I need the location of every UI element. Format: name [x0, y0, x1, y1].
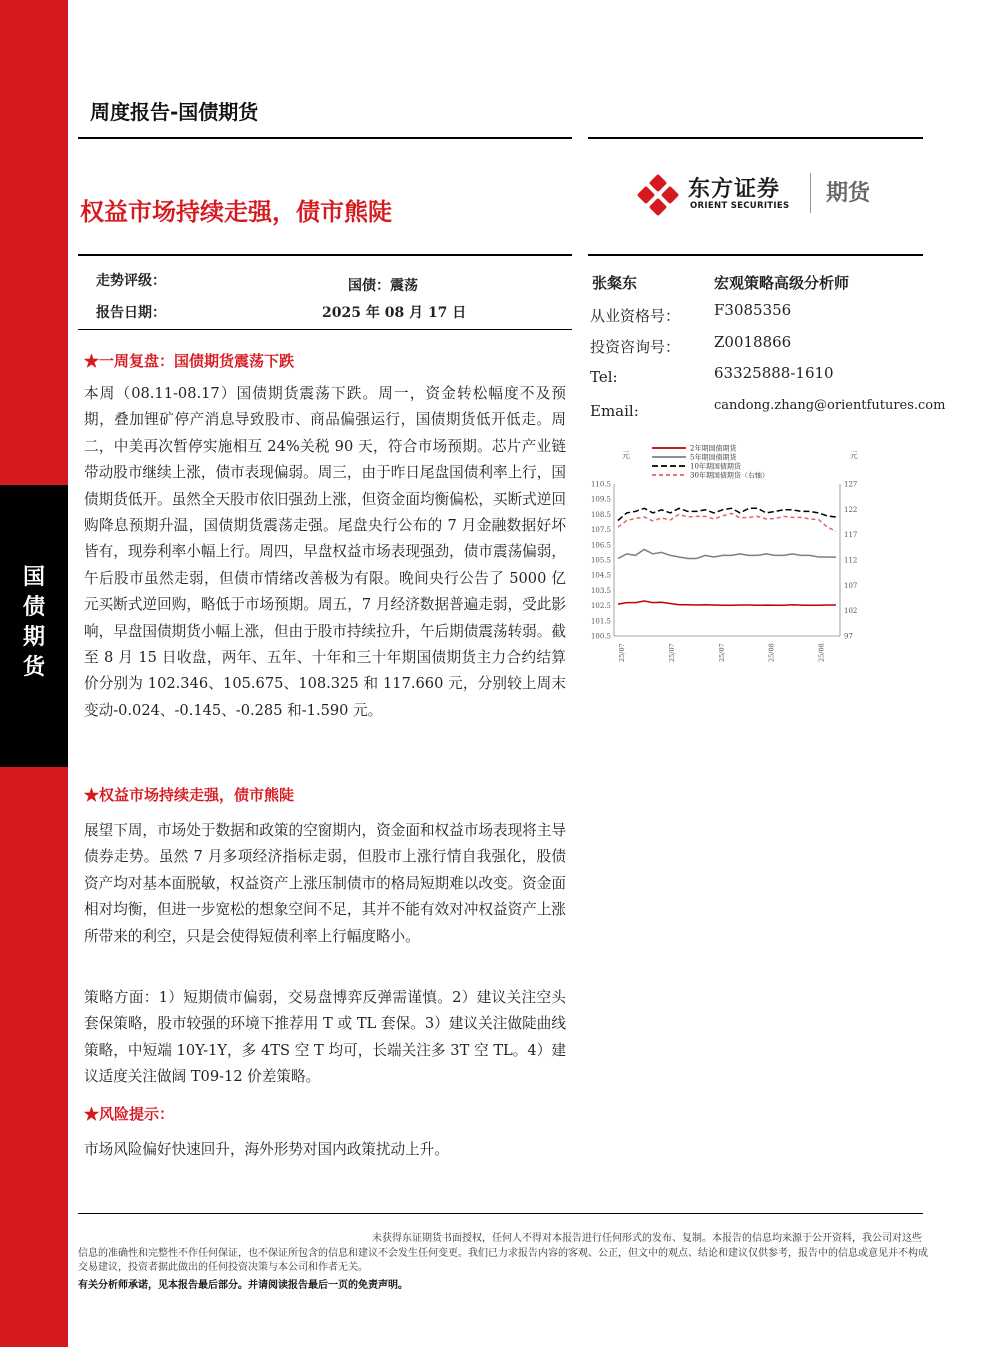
date-value: 2025 年 08 月 17 日: [322, 305, 467, 321]
legend-label: 10年期国债期货: [690, 462, 741, 471]
series-line: [618, 549, 836, 558]
left-tick-label: 100.5: [590, 632, 611, 641]
legend-label: 30年期国债期货（右轴）: [690, 471, 769, 480]
disclaimer-bold-note: 有关分析师承诺，见本报告最后部分。并请阅读报告最后一页的免责声明。: [78, 1280, 408, 1291]
strategy-paragraph: 策略方面：1）短期债市偏弱，交易盘博弈反弹需谨慎。2）建议关注空头套保策略，股市较强的环境下推荐用 T 或 TL 套保。3）建议关注做陡曲线策略，中短端 10Y-1Y，多 4TS 空 T 均可，长端关注多 3T 空 TL。4）建议适度关注做阔 T09-12 价差策略。: [84, 989, 566, 1086]
meta-rule-right: [588, 254, 923, 256]
x-tick-label: 25/07: [618, 643, 626, 662]
left-tick-label: 110.5: [590, 480, 611, 489]
author-title: 宏观策略高级分析师: [714, 274, 850, 292]
left-tick-label: 105.5: [590, 556, 611, 565]
right-tick-label: 127: [844, 480, 858, 489]
email-address[interactable]: candong.zhang@orientfutures.com: [714, 398, 946, 413]
series-line: [618, 513, 836, 531]
disclaimer-rule: [78, 1213, 923, 1214]
side-tab-text: [0, 563, 68, 683]
left-tick-label: 107.5: [590, 526, 611, 535]
outlook-paragraph: 展望下周，市场处于数据和政策的空窗期内，资金面和权益市场表现将主导债券走势。虽然 7 月多项经济指标走弱，但股市上涨行情自我强化，股债资产均对基本面脱敏，权益资产上涨压制债市的格局短期难以改变。资金面相对均衡，但进一步宽松的想象空间不足，其并不能有效对冲权益资产上涨所带来的利空，只是会使得短债利率上行幅度略小。: [84, 822, 566, 945]
meta-rule-bottom: [78, 329, 572, 330]
logo-divider: [810, 173, 811, 213]
disclaimer-text: 未获得东证期货书面授权，任何人不得对本报告进行任何形式的发布、复制。本报告的信息均来源于公开资料，我公司对这些信息的准确性和完整性不作任何保证，也不保证所包含的信息和建议不会发生任何变更。我们已力求报告内容的客观、公正，但文中的观点、结论和建议仅供参考，报告中的信息或意见并不构成交易建议，投资者据此做出的任何投资决策与本公司和作者无关。: [78, 1233, 928, 1273]
report-title: 权益市场持续走强，债市熊陡: [80, 198, 392, 226]
side-tab-char: 货: [22, 655, 45, 680]
right-tick-label: 107: [844, 581, 858, 590]
legend-label: 5年期国债期货: [690, 453, 737, 462]
weekly-review-paragraph: 本周（08.11-08.17）国债期货震荡下跌。周一，资金转松幅度不及预期，叠加锂矿停产消息导致股市、商品偏强运行，国债期货低开低走。周二，中美再次暂停实施相互 24%关税 90 天，符合市场预期。芯片产业链带动股市继续上涨，债市表现偏弱。周三，由于昨日尾盘国债利率上行，国债期货低开。虽然全天股市依旧强劲上涨，但资金面均衡偏松，买断式逆回购降息预期升温，国债期货震荡走强。尾盘央行公布的 7 月金融数据好坏皆有，现券利率小幅上行。周四，早盘权益市场表现强劲，债市震荡偏弱，午后股市虽然走弱，但债市情绪改善极为有限。晚间央行公告了 5000 亿元买断式逆回购，略低于市场预期。周五，7 月经济数据普遍走弱，受此影响，早盘国债期货小幅上涨，但由于股市持续拉升，午后期债震荡转弱。截至 8 月 15 日收盘，两年、五年、十年和三十年期国债期货主力合约结算价分别为 102.346、105.675、108.325 和 117.660 元，分别较上周末变动-0.024、-0.145、-0.285 和-1.590 元。: [84, 385, 566, 719]
tel-number: 63325888-1610: [714, 364, 834, 382]
tel-label: Tel:: [590, 368, 618, 386]
chart-axes: [591, 481, 857, 663]
rating-label: 走势评级：: [96, 273, 166, 289]
consult-label: 投资咨询号：: [590, 338, 681, 356]
logo-name-cn: 东方证券: [688, 177, 781, 202]
x-tick-label: 25/07: [717, 643, 726, 662]
left-tick-label: 102.5: [590, 602, 611, 611]
qualification-number: F3085356: [714, 301, 792, 319]
left-axis-unit: 元: [622, 451, 630, 460]
date-label: 报告日期：: [96, 305, 166, 321]
x-tick-label: 25/08: [817, 643, 826, 662]
author-name: 张粲东: [592, 274, 638, 292]
email-label: Email:: [590, 402, 639, 420]
right-tick-label: 122: [844, 505, 858, 514]
header-rule-right: [588, 137, 923, 139]
left-tick-label: 109.5: [590, 495, 611, 504]
right-tick-label: 97: [844, 632, 853, 641]
section-outlook-heading: ★权益市场持续走强，债市熊陡: [84, 786, 295, 804]
report-type: 周度报告-国债期货: [90, 100, 259, 124]
consult-number: Z0018866: [714, 333, 792, 351]
section-weekly-review-heading: ★一周复盘：国债期货震荡下跌: [84, 352, 295, 370]
series-line: [618, 601, 836, 605]
series-line: [618, 508, 836, 520]
x-tick-label: 25/08: [767, 643, 776, 662]
left-tick-label: 106.5: [590, 541, 611, 550]
meta-rule-left: [78, 254, 572, 256]
legend-label: 2年期国债期货: [690, 444, 737, 453]
right-tick-label: 117: [844, 531, 858, 540]
section-risk-heading: ★风险提示：: [84, 1105, 175, 1123]
right-tick-label: 102: [844, 607, 858, 616]
left-tick-label: 101.5: [590, 617, 611, 626]
right-axis-unit: 元: [850, 451, 858, 460]
chart-lines: [618, 508, 836, 605]
logo-name-en: ORIENT SECURITIES: [690, 201, 790, 211]
left-tick-label: 103.5: [590, 586, 611, 595]
header-rule-left: [78, 137, 572, 139]
x-tick-label: 25/07: [667, 643, 676, 662]
risk-paragraph: 市场风险偏好快速回升，海外形势对国内政策扰动上升。: [84, 1141, 449, 1158]
side-tab-char: 国: [22, 565, 45, 590]
orient-logo-icon: [636, 173, 680, 217]
bond-futures-chart: [588, 440, 864, 670]
left-tick-label: 104.5: [590, 571, 611, 580]
side-tab-char: 债: [22, 595, 45, 620]
qualification-label: 从业资格号：: [590, 307, 681, 325]
logo-subtitle: 期货: [826, 181, 871, 206]
chart-legend: [652, 444, 769, 480]
side-category-tab: [0, 485, 68, 767]
rating-value: 国债：震荡: [348, 278, 418, 294]
left-tick-label: 108.5: [590, 510, 611, 519]
right-tick-label: 112: [844, 556, 858, 565]
side-tab-char: 期: [22, 625, 45, 650]
